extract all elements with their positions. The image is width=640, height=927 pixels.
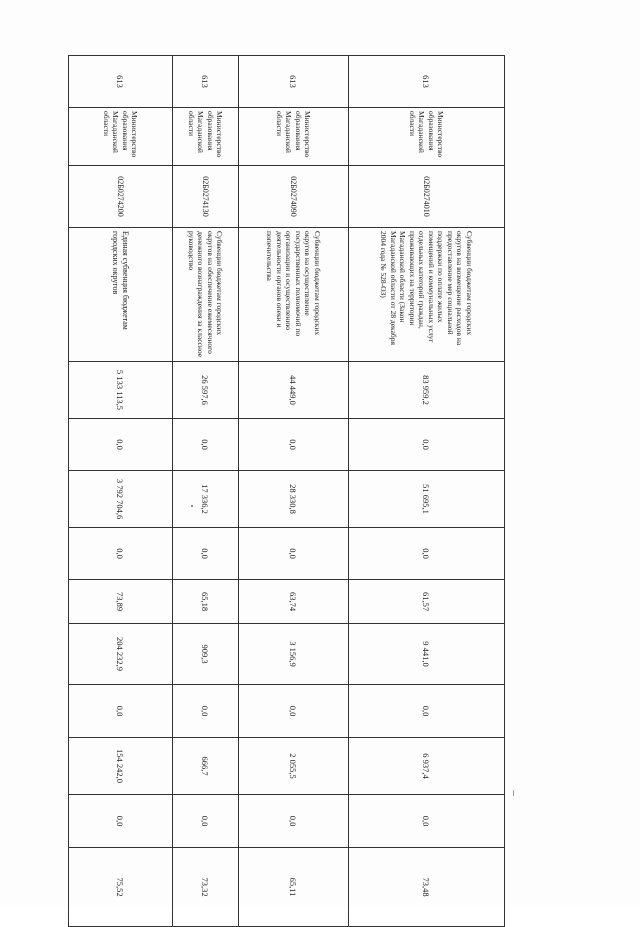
subvention-table [68, 55, 505, 927]
value-cell: 2 055,5 [239, 738, 349, 795]
value-cell: 0,0 [69, 795, 173, 848]
value-cell: 0,0 [173, 685, 239, 738]
value-cell: 0,0 [239, 795, 349, 848]
percent-cell: 65,11 [239, 848, 349, 927]
ministry-cell: Министерство образования Магаданской области [349, 108, 505, 166]
ministry-cell: Министерство образования Магаданской области [69, 108, 173, 166]
value-cell: 666,7 [173, 738, 239, 795]
value-cell: 204 232,9 [69, 624, 173, 685]
budget-code-cell: 02Б0274010 [349, 166, 505, 228]
ministry-cell: Министерство образования Магаданской области [239, 108, 349, 166]
percent-cell: 73,32 [173, 848, 239, 927]
budget-code-cell: 02Б0274200 [69, 166, 173, 228]
value-cell: 0,0 [69, 528, 173, 580]
value-cell: 0,0 [239, 685, 349, 738]
value-cell: 0,0 [239, 419, 349, 471]
value-cell: 0,0 [69, 419, 173, 471]
value-cell: 28 330,8 [239, 471, 349, 528]
value-cell: 0,0 [349, 528, 505, 580]
value-cell: 26 597,6 [173, 362, 239, 419]
table-row [69, 56, 173, 927]
value-cell: 6 937,4 [349, 738, 505, 795]
value-cell: 5 133 113,5 [69, 362, 173, 419]
percent-cell: 73,48 [349, 848, 505, 927]
table-row [173, 56, 239, 927]
value-cell: 83 959,2 [349, 362, 505, 419]
value-cell: 0,0 [349, 795, 505, 848]
rotated-table-container [69, 55, 505, 897]
value-cell: 51 695,1 [349, 471, 505, 528]
percent-cell: 73,89 [69, 580, 173, 624]
value-cell: 154 242,0 [69, 738, 173, 795]
percent-cell: 63,74 [239, 580, 349, 624]
percent-cell: 61,57 [349, 580, 505, 624]
value-cell: 3 792 704,6 [69, 471, 173, 528]
description-cell: Субвенции бюджетам городских округов на осуществление государственных полномочий по организации и осуществлению деятельности органов опеки и попечительства [239, 228, 349, 362]
description-cell: Субвенции бюджетам городских округов на возмещение расходов на предоставление мер социальной поддержки по оплате жилых помещений и коммунальных услуг отдельных категорий граждан, проживающих на территории Магаданской области (Закон Магаданской области от 28 декабря 2004 года № 528-ОЗ) [349, 228, 505, 362]
description-cell: Единая субвенция бюджетам городских округов [69, 228, 173, 362]
description-cell: Субвенции бюджетам городских округов на обеспечение ежемесячного денежного вознаграждения за классное руководство [173, 228, 239, 362]
value-cell: 0,0 [173, 419, 239, 471]
budget-code-cell: 02Б0274130 [173, 166, 239, 228]
value-cell: 0,0 [239, 528, 349, 580]
value-cell: 9 441,0 [349, 624, 505, 685]
value-cell: 0,0 [349, 685, 505, 738]
table-row [239, 56, 349, 927]
scan-speck [513, 790, 514, 796]
budget-code-cell: 02Б0274090 [239, 166, 349, 228]
row-code-cell: 613 [69, 56, 173, 108]
percent-cell: 65,18 [173, 580, 239, 624]
value-cell: 0,0 [173, 795, 239, 848]
row-code-cell: 613 [239, 56, 349, 108]
row-code-cell: 613 [173, 56, 239, 108]
value-cell: 3 156,9 [239, 624, 349, 685]
value-cell: 0,0 [69, 685, 173, 738]
table-row [349, 56, 505, 927]
value-cell: 0,0 [349, 419, 505, 471]
value-cell: 17 336,2 [173, 471, 239, 528]
row-code-cell: 613 [349, 56, 505, 108]
ministry-cell: Министерство образования Магаданской области [173, 108, 239, 166]
value-cell: 0,0 [173, 528, 239, 580]
percent-cell: 75,52 [69, 848, 173, 927]
value-cell: 44 449,0 [239, 362, 349, 419]
scan-speck [191, 505, 193, 507]
value-cell: 909,3 [173, 624, 239, 685]
